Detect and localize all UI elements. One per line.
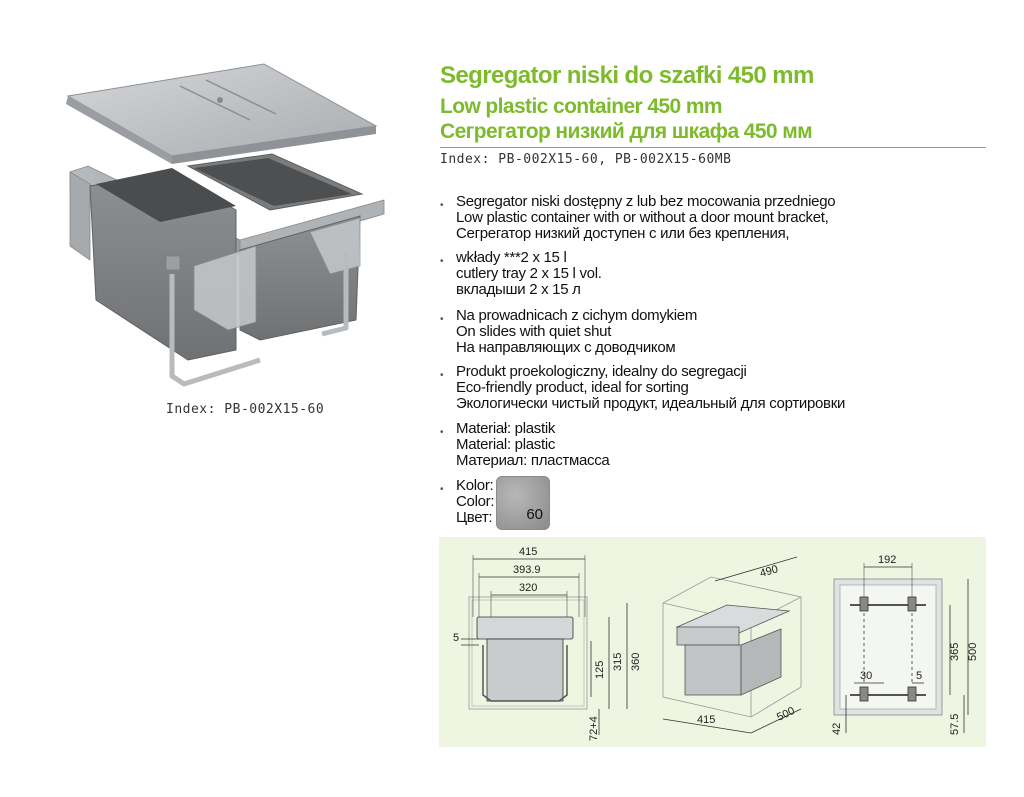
feature-line: wkłady ***2 x 15 l	[456, 249, 567, 266]
feature-line: Сегрегатор низкий доступен с или без крепления,	[456, 225, 790, 242]
feature-line: On slides with quiet shut	[456, 323, 612, 340]
top-view-drawing	[824, 537, 984, 747]
bullet-marker: •	[440, 427, 444, 438]
feature-line: Eco-friendly product, ideal for sorting	[456, 379, 689, 396]
dim-42: 42	[831, 722, 843, 735]
feature-line: Low plastic container with or without a door mount bracket,	[456, 209, 829, 226]
color-code: 60	[526, 506, 543, 523]
dim-57-5: 57.5	[949, 713, 961, 735]
dim-490: 490	[758, 563, 780, 580]
page-subtitle-ru: Сегрегатор низкий для шкафа 450 мм	[440, 120, 813, 143]
feature-line: Материал: пластмасса	[456, 452, 610, 469]
feature-line: Materiał: plastik	[456, 420, 556, 437]
feature-line: Экологически чистый продукт, идеальный для сортировки	[456, 395, 846, 412]
feature-line: На направляющих с доводчиком	[456, 339, 676, 356]
dim-315: 315	[612, 652, 624, 671]
dim-72-4: 72+4	[588, 716, 600, 741]
dim-360: 360	[630, 652, 642, 671]
bullet-marker: •	[440, 256, 444, 267]
page-subtitle-en: Low plastic container 450 mm	[440, 95, 722, 118]
dim-415-iso: 415	[697, 714, 716, 726]
feature-line: Na prowadnicach z cichym domykiem	[456, 307, 698, 324]
feature-line: Produkt proekologiczny, idealny do segregacji	[456, 363, 747, 380]
dim-393-9: 393.9	[513, 564, 541, 576]
dim-500-top: 500	[967, 642, 979, 661]
bullet-marker: •	[440, 370, 444, 381]
feature-line: cutlery tray 2 x 15 l vol.	[456, 265, 602, 282]
dim-415: 415	[519, 546, 538, 558]
feature-line: Color:	[456, 493, 495, 510]
dim-365: 365	[949, 642, 961, 661]
photo-caption: Index: PB-002X15-60	[166, 402, 325, 417]
bullet-marker: •	[440, 484, 444, 495]
dim-320: 320	[519, 582, 538, 594]
dim-192: 192	[878, 554, 897, 566]
dim-5: 5	[453, 632, 460, 644]
front-view-drawing	[439, 537, 649, 747]
dim-5-top: 5	[916, 670, 923, 682]
title-divider	[440, 147, 986, 148]
technical-drawings	[439, 537, 986, 747]
dim-125: 125	[594, 660, 606, 679]
iso-view-drawing	[651, 537, 821, 747]
dim-500-iso: 500	[775, 704, 797, 724]
page-title: Segregator niski do szafki 450 mm	[440, 62, 814, 89]
product-photo	[60, 60, 395, 395]
feature-line: Segregator niski dostępny z lub bez mocowania przedniego	[456, 193, 836, 210]
index-header: Index: PB-002X15-60, PB-002X15-60MB	[440, 152, 732, 167]
feature-line: вкладыши 2 x 15 л	[456, 281, 581, 298]
feature-line: Material: plastic	[456, 436, 556, 453]
dim-30: 30	[860, 670, 873, 682]
feature-line: Цвет:	[456, 509, 493, 526]
bullet-marker: •	[440, 200, 444, 211]
color-swatch	[496, 476, 550, 530]
bullet-marker: •	[440, 314, 444, 325]
feature-line: Kolor:	[456, 477, 494, 494]
